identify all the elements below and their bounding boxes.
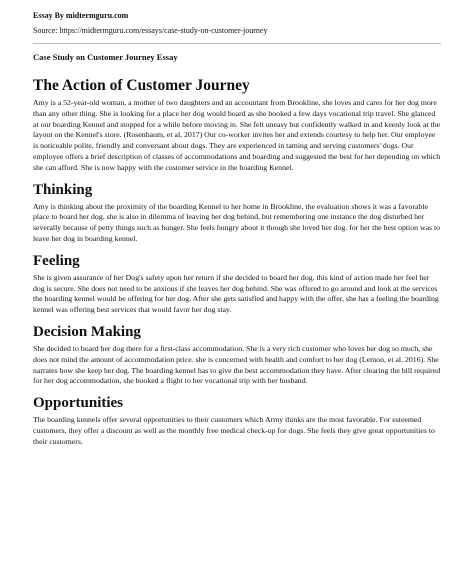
document-title: Case Study on Customer Journey Essay (33, 52, 178, 62)
source-line: Source: https://midtermguru.com/essays/case-study-on-customer-journey (33, 26, 268, 35)
section-heading: Opportunities (33, 395, 124, 412)
section-heading: Feeling (33, 252, 80, 269)
section-heading: Thinking (33, 181, 93, 198)
section-paragraph: Amy is a 52-year-old woman, a mother of two daughters and an accountant from Brookline, she loves and cares for her dog more than any other thing. She is looking for a place her dog would board as she booked a few days vocational trip travel. She glanced at our boarding Kennel and stopped for a while before moving in. She felt uneasy but confidently walked in and keenly look at the layout on the Kennel's store. (Rosenbaum, et al, 2017) Our co-worker invites her and extends courtesy to help her. Our employee is noticeable polite, friendly and conversant about dogs. They are experienced in taming and serving customers' dogs. Our employee offers a brief description of classes of accommodations and boarding and suggested the best for her depending on which she can afford. She is now happy with the customer service in the boarding Kennel. (33, 98, 441, 172)
section-paragraph: She decided to board her dog there for a first-class accommodation. She is a very rich customer who loves her dog so much, she does not mind the amount of accommodation price. she is concerned with health and comfort to her dog (Lemon, et al, 2016). She narrates how she keep her dog. The boarding kennel has to give the best accommodation they have. After clearing the bill required for her dog accommodation, she booked a flight to her vocational trip with her husband. (33, 343, 441, 386)
page-header (33, 0, 441, 36)
section-heading: Decision Making (33, 323, 141, 340)
section-paragraph: She is given assurance of her Dog's safety upon her return if she decided to board her dog. this kind of action made her feel her dog is secure. She does not need to be anxious if she leaves her dog behind. She was offered to go around and look at the services the boarding kennel would be offering for her dog. After she gets satisfied and happy with the offer, she has a feeling the boarding kennel was offering best services that would favor her dog stay. (33, 272, 439, 315)
site-brand: Essay By midtermguru.com (33, 11, 129, 20)
header-divider (33, 43, 441, 44)
section-paragraph: The boarding kennels offer several opportunities to their customers which Army thinks are the most favorable. For esteemed customers, they offer a discount as well as the monthly free medical check-up for dogs. She feels they give great opportunities to their customers. (33, 415, 435, 446)
section-heading: The Action of Customer Journey (33, 77, 250, 94)
section-paragraph: Amy is thinking about the proximity of the boarding Kennel to her home in Brookline, the evaluation shows it was a favorable place to board her dog. she is also in dilemma of leaving her dog behind, but remembering one instance the dog disturbed her severally because of petty things such as hunger. She feels hungry about it though she loved her dog. for her the best option was to leave her dog in boarding kennel. (33, 201, 441, 243)
